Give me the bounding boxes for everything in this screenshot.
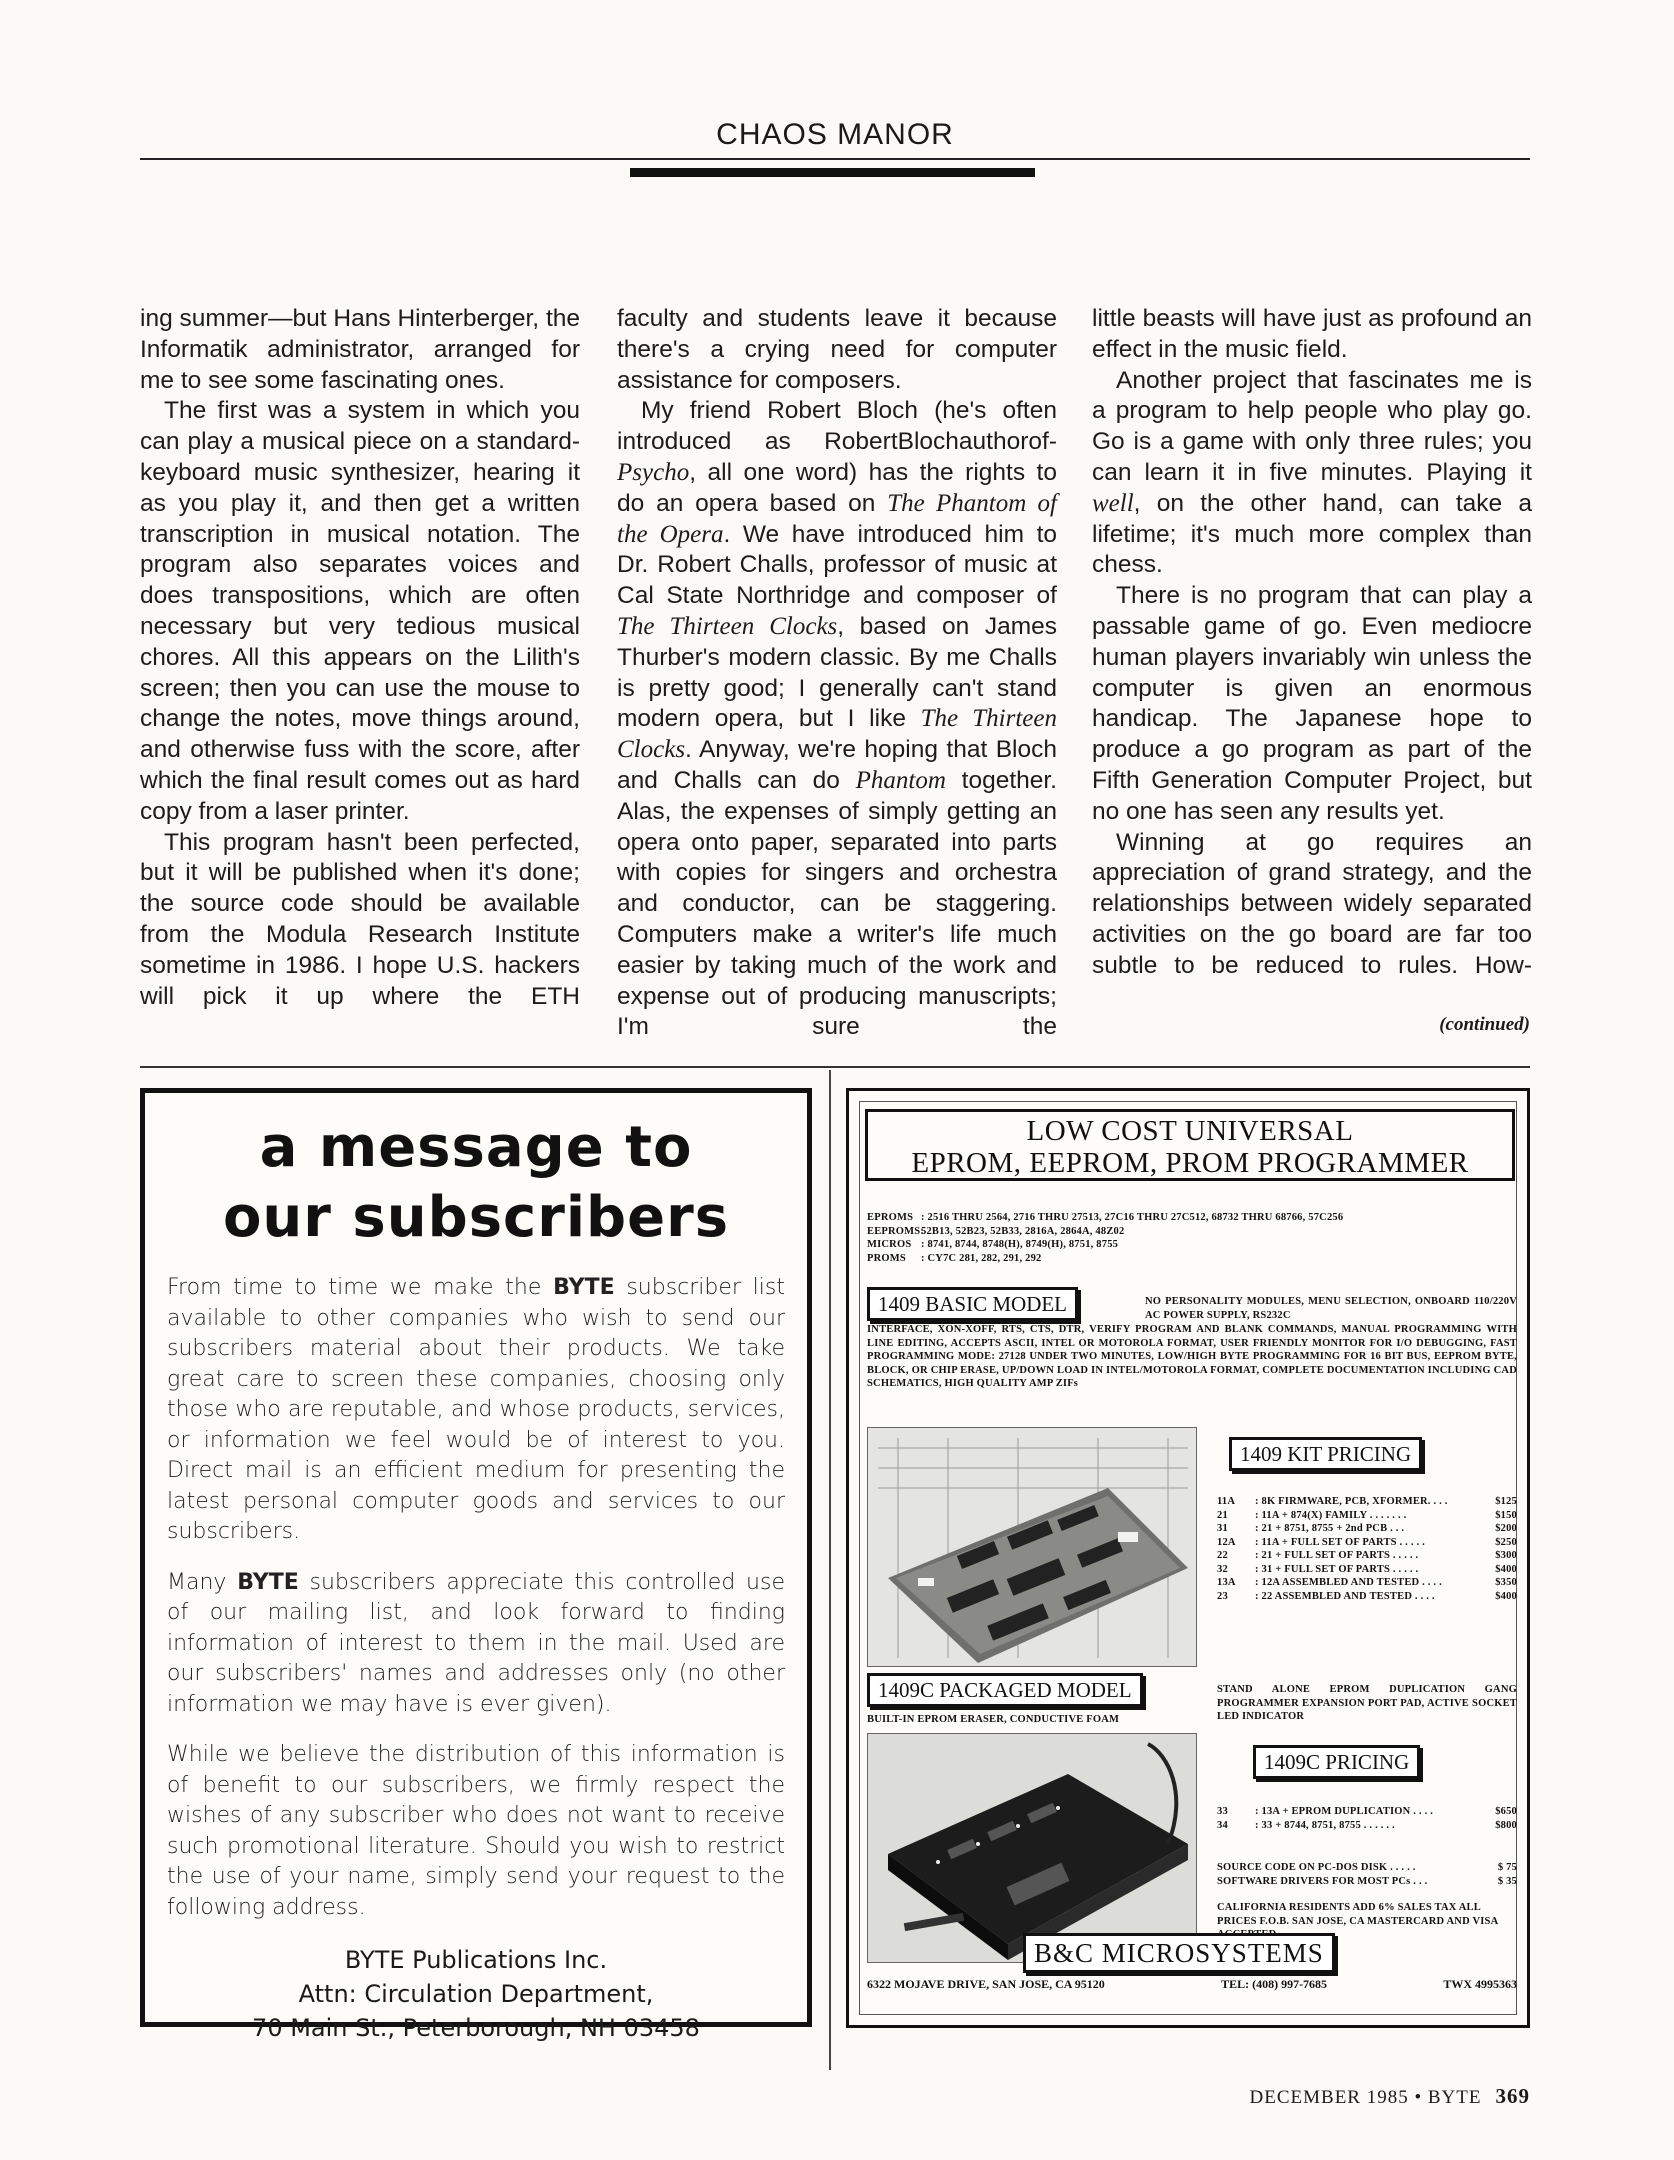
emphasis: well: [1092, 489, 1134, 517]
subscriber-message-box: [140, 1088, 812, 2042]
spec-row: [867, 1238, 1517, 1252]
paragraph: Winning at go requires an appreciation of grand strategy, and the relationships between widely separated activities on the go board are far too subtle to be reduced to rules. How-: [1092, 828, 1532, 979]
order-terms: CALIFORNIA RESIDENTS ADD 6% SALES TAX ALL PRICES F.O.B. SAN JOSE, CA MASTERCARD AND VISA: [1217, 1902, 1498, 1927]
header-bar: [630, 168, 1035, 177]
spec-value: 52B13, 52B23, 52B33, 2816A, 2864A, 48Z02: [921, 1225, 1125, 1237]
price-amount: $150: [1495, 1509, 1517, 1521]
price-desc: : 11A + 874(X) FAMILY . . . . . . .: [1255, 1509, 1407, 1521]
price-code: 21: [1217, 1509, 1228, 1521]
spec-key: PROMS: [867, 1252, 906, 1264]
price-row: [1217, 1875, 1517, 1889]
message-title: [167, 1113, 785, 1253]
price-code: 12A: [1217, 1536, 1236, 1548]
price-row: [1217, 1861, 1517, 1875]
text-run: My friend Robert Bloch (he's often introduced as RobertBlochauthorof-: [617, 397, 1057, 456]
price-desc: : 22 ASSEMBLED AND TESTED . . . .: [1255, 1590, 1435, 1602]
circuit-board-image: [868, 1428, 1197, 1667]
message-paragraph: [167, 1273, 785, 1548]
price-desc: : 21 + FULL SET OF PARTS . . . . .: [1255, 1550, 1419, 1561]
spec-value: : 8741, 8744, 8748(H), 8749(H), 8751, 8755: [921, 1239, 1119, 1250]
price-row: [1217, 1563, 1517, 1577]
paragraph: This program hasn't been perfected, but it will be published when it's done; the source code should be available from the Modula Research Institute sometime in 1986. I hope U.S. hackers will pick it up where the ETH: [140, 828, 580, 1010]
price-amount: $300: [1495, 1550, 1517, 1561]
basic-model-label: 1409 BASIC MODEL: [867, 1287, 1078, 1321]
paragraph: [1092, 366, 1532, 582]
price-desc: SOFTWARE DRIVERS FOR MOST PCs . . .: [1217, 1875, 1428, 1887]
price-row: [1217, 1522, 1517, 1536]
text-run: subscriber list available to other companies who wish to send our subscribers material about their products. We take great care to screen these companies, choosing only those who are reputable, and whose products, services, or information we feel would be of interest to you. Direct mail is an efficient medium for presenting the latest personal computer goods and services to our subscribers.: [167, 1275, 785, 1544]
price-amount: $ 35: [1497, 1875, 1517, 1887]
price-code: 13A: [1217, 1577, 1236, 1588]
brand: BYTE: [553, 1275, 615, 1300]
packaged-desc-left: BUILT-IN EPROM ERASER, CONDUCTIVE FOAM: [867, 1714, 1120, 1725]
price-desc: : 12A ASSEMBLED AND TESTED . . . .: [1255, 1577, 1442, 1588]
price-desc: : 33 + 8744, 8751, 8755 . . . . . .: [1255, 1819, 1395, 1831]
section-rule: [140, 1066, 1530, 1068]
company-address: 6322 MOJAVE DRIVE, SAN JOSE, CA 95120: [867, 1977, 1105, 1991]
spec-key: EEPROMS:: [867, 1225, 925, 1237]
kit-price-list: [1217, 1495, 1517, 1603]
article-column-1: [140, 304, 580, 1012]
address-line: Attn: Circulation Department,: [298, 1980, 654, 2008]
price-desc: : 8K FIRMWARE, PCB, XFORMER. . . .: [1255, 1496, 1448, 1507]
packaged-unit-photo: [867, 1733, 1197, 1963]
headline-line: LOW COST UNIVERSAL: [1026, 1115, 1354, 1147]
paragraph: little beasts will have just as profound an effect in the music field.: [1092, 305, 1532, 363]
message-paragraph: While we believe the distribution of this information is of benefit to our subscribers, we firmly respect the wishes of any subscriber who does not want to receive such promotional literature. Should you wish to restrict the use of your name, simply send your request to the following address.: [167, 1742, 785, 1920]
price-desc: : 31 + FULL SET OF PARTS . . . . .: [1255, 1563, 1419, 1575]
spec-row: [867, 1252, 1517, 1266]
spec-row: [867, 1225, 1517, 1239]
address-line: 70 Main St., Peterborough, NH 03458: [252, 2014, 700, 2042]
text-run: together. Alas, the expenses of simply getting an opera onto paper, separated into parts with copies for singers and orchestra and conductor, can be staggering. Computers make a writer's life much easier by taking much of the work and expense out of producing manuscripts; I'm sure the: [617, 766, 1057, 1041]
price-row: [1217, 1509, 1517, 1523]
message-body: [167, 1273, 785, 1923]
book-title: Phantom: [855, 766, 946, 794]
price-amount: $350: [1495, 1577, 1517, 1588]
headline-line: EPROM, EEPROM, PROM PROGRAMMER: [911, 1147, 1469, 1179]
continued-note: (continued): [1439, 1014, 1530, 1035]
device-support-list: [867, 1211, 1517, 1265]
spec-value: : CY7C 281, 282, 291, 292: [921, 1252, 1042, 1264]
article-column-3: [1092, 304, 1532, 982]
ad-headline: [865, 1109, 1515, 1181]
paragraph: faculty and students leave it because there's a crying need for computer assistance for composers.: [617, 305, 1057, 394]
price-amount: $400: [1495, 1563, 1517, 1575]
book-title: The Phantom of the Opera: [617, 489, 1057, 548]
paragraph: The first was a system in which you can play a musical piece on a standard-keyboard music synthesizer, hearing it as you play it, and then get a written transcription in musical notation. The program also separates voices and does transpositions, which are often necessary but very tedious musical chores. All this appears on the Lilith's screen; then you can use the mouse to change the notes, move things around, and otherwise fuss with the score, after which the final result comes out as hard copy from a laser printer.: [140, 397, 580, 825]
price-code: 22: [1217, 1550, 1228, 1561]
text-run: , all one word) has the rights to do an opera based on: [617, 458, 1057, 517]
price-row: [1217, 1805, 1517, 1819]
price-code: 34: [1217, 1819, 1228, 1831]
price-amount: $200: [1495, 1523, 1517, 1534]
mailing-address: [167, 1943, 785, 2045]
company-contact: [867, 1977, 1517, 1992]
spec-key: MICROS: [867, 1239, 912, 1250]
spec-row: [867, 1211, 1517, 1225]
title-line: a message to: [259, 1115, 693, 1180]
packaged-desc-right: STAND ALONE EPROM DUPLICATION GANG PROGRAMMER EXPANSION PORT PAD, ACTIVE SOCKET LED INDICATOR: [1217, 1684, 1517, 1722]
price-amount: $ 75: [1497, 1862, 1517, 1873]
price-code: 23: [1217, 1590, 1228, 1602]
basic-model-desc: INTERFACE, XON-XOFF, RTS, CTS, DTR, VERIFY PROGRAM AND BLANK COMMANDS, MANUAL PROGRAMMING WITH LINE EDITING, ACCEPTS ASCII, INTEL OR MOTOROLA FORMAT, USER FRIENDLY MONITOR FOR I/O DEBUGGING, FAST PROGRAMMING MODE: 27128 UNDER TWO MINUTES, LOW/HIGH BYTE PROGRAMMING FOR 16 BIT BUS, EEPROM BYTE, BLOCK, OR CHIP ERASE, UP/DOWN LOAD IN INTEL/MOTOROLA FORMAT, COMPLETE DOCUMENTATION INCLUDING CAD SCHEMATICS, HIGH QUALITY AMP ZIFs: [867, 1324, 1517, 1389]
extras-list: [1217, 1861, 1517, 1888]
price-desc: SOURCE CODE ON PC-DOS DISK . . . . .: [1217, 1862, 1416, 1873]
text-run: , based on James Thurber's modern classic. By me Challs is pretty good; I generally can't stand modern opera, but I like: [617, 612, 1057, 733]
company-phone: TEL: (408) 997-7685: [1221, 1977, 1328, 1991]
text-run: . We have introduced him to Dr. Robert Challs, professor of music at Cal State Northridge and composer of: [617, 520, 1058, 610]
price-amount: $400: [1495, 1590, 1517, 1602]
page-folio: [1100, 2084, 1530, 2109]
price-row: [1217, 1590, 1517, 1604]
paragraph: ing summer—but Hans Hinterberger, the Informatik administrator, arranged for me to see some fascinating ones.: [140, 305, 580, 394]
spec-value: : 2516 THRU 2564, 2716 THRU 27513, 27C16 THRU 27C512, 68732 THRU 68766, 57C256: [921, 1212, 1344, 1223]
price-row: [1217, 1536, 1517, 1550]
price-row: [1217, 1819, 1517, 1833]
c-price-list: [1217, 1805, 1517, 1832]
bc-microsystems-ad: [846, 1088, 1530, 2028]
text-run: Many: [167, 1569, 238, 1595]
paragraph: There is no program that can play a passable game of go. Even mediocre human players invariably win unless the computer is given an enormous handicap. The Japanese hope to produce a go program as part of the Fifth Generation Computer Project, but no one has seen any results yet.: [1092, 582, 1532, 825]
price-desc: : 11A + FULL SET OF PARTS . . . . .: [1255, 1536, 1425, 1548]
text-run: From time to time we make the: [167, 1275, 554, 1300]
price-code: 11A: [1217, 1496, 1236, 1507]
price-row: [1217, 1549, 1517, 1563]
basic-model-desc-right: NO PERSONALITY MODULES, MENU SELECTION, ONBOARD 110/220V AC POWER SUPPLY, RS232C: [1145, 1296, 1517, 1321]
text-run: , on the other hand, can take a lifetime; it's much more complex than chess.: [1092, 489, 1532, 579]
price-desc: : 21 + 8751, 8755 + 2nd PCB . . .: [1255, 1523, 1405, 1534]
packaged-unit-image: [868, 1734, 1197, 1963]
book-title: The Thirteen Clocks: [617, 612, 838, 640]
text-run: subscribers appreciate this controlled use of our mailing list, and look forward to finding information of interest to them in the mail. Used are our subscribers' names and addresses only (no other information we may have is ever given).: [167, 1569, 785, 1717]
brand: BYTE: [237, 1569, 299, 1595]
kit-pricing-label: 1409 KIT PRICING: [1229, 1437, 1422, 1471]
column-separator: [829, 1070, 831, 2070]
page-number: 369: [1495, 2084, 1530, 2108]
price-row: [1217, 1495, 1517, 1509]
price-amount: $250: [1495, 1536, 1517, 1548]
price-code: 32: [1217, 1563, 1228, 1575]
price-desc: : 13A + EPROM DUPLICATION . . . .: [1255, 1806, 1434, 1817]
message-paragraph: [167, 1568, 785, 1721]
price-amount: $650: [1495, 1806, 1517, 1817]
text-run: . Anyway, we're hoping that Bloch and Challs can do: [617, 736, 1057, 794]
price-code: 33: [1217, 1806, 1228, 1817]
text-run: Another project that fascinates me is a program to help people who play go. Go is a game with only three rules; you can learn it in five minutes. Playing it: [1092, 366, 1532, 486]
company-name: B&C MICROSYSTEMS: [1023, 1933, 1335, 1973]
book-title: The Thirteen Clocks: [617, 705, 1057, 764]
price-amount: $125: [1495, 1496, 1517, 1507]
address-line: BYTE Publications Inc.: [344, 1946, 608, 1974]
price-amount: $800: [1495, 1819, 1517, 1831]
c-pricing-label: 1409C PRICING: [1253, 1745, 1420, 1779]
price-code: 31: [1217, 1523, 1228, 1534]
company-twx: TWX 4995363: [1443, 1977, 1517, 1991]
price-row: [1217, 1576, 1517, 1590]
packaged-model-label: 1409C PACKAGED MODEL: [867, 1673, 1143, 1707]
book-title: Psycho: [617, 458, 690, 486]
header-rule: [140, 158, 1530, 160]
running-head: CHAOS MANOR: [716, 118, 954, 151]
circuit-board-photo: [867, 1427, 1197, 1667]
article-column-2: [617, 304, 1057, 1043]
paragraph: [617, 396, 1057, 1043]
issue-date: DECEMBER 1985 • BYTE: [1249, 2087, 1482, 2108]
title-line: our subscribers: [222, 1185, 730, 1250]
spec-key: EPROMS: [867, 1212, 914, 1223]
